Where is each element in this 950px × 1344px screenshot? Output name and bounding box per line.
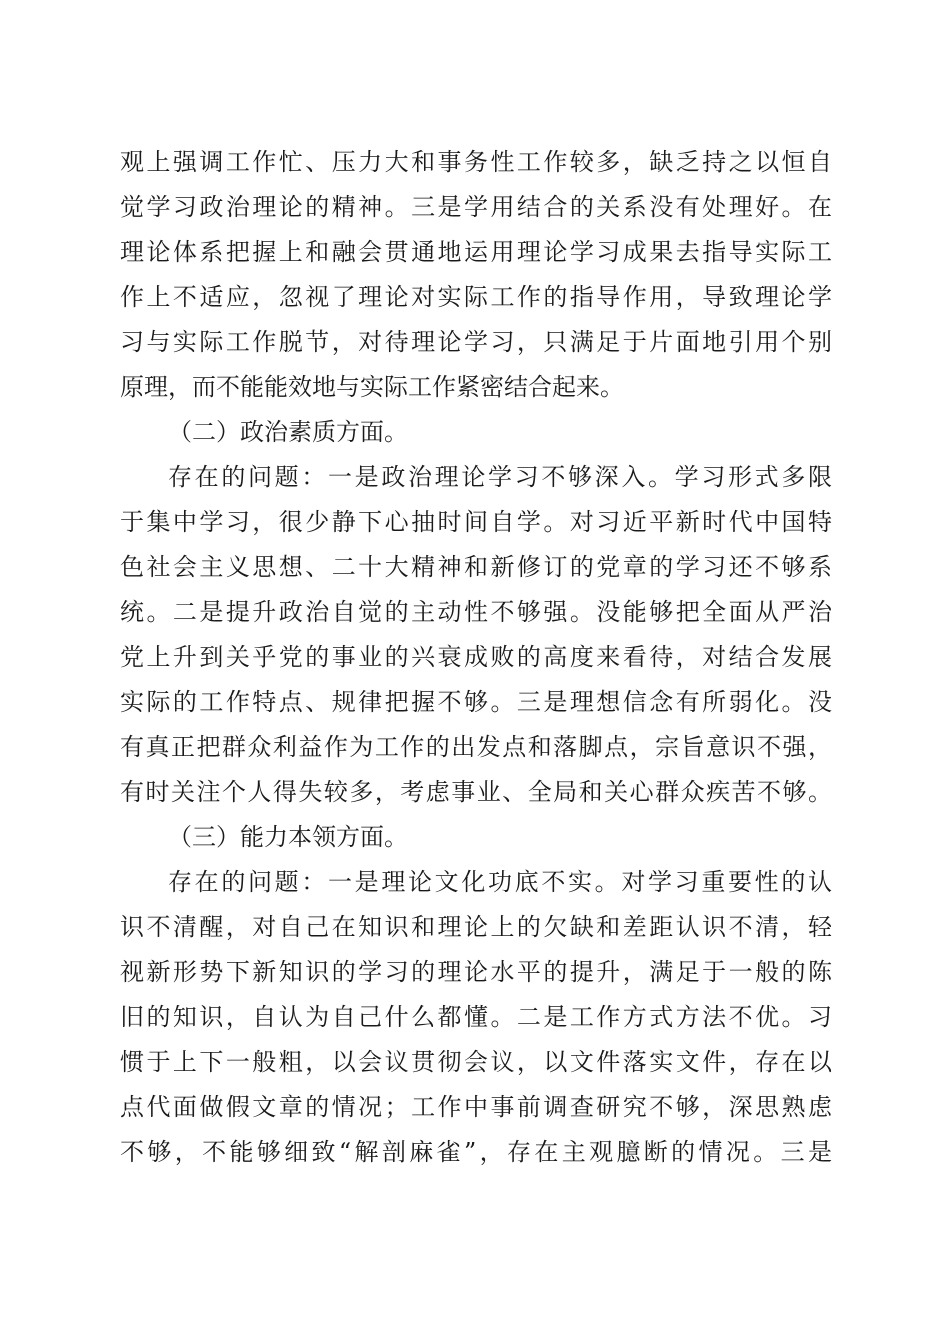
body-line: 色社会主义思想、二十大精神和新修订的党章的学习还不够系 (120, 553, 832, 581)
section-heading-ability: （三）能力本领方面。 (168, 823, 408, 851)
body-line: 视新形势下新知识的学习的理论水平的提升，满足于一般的陈 (120, 958, 832, 986)
body-line: 理论体系把握上和融会贯通地运用理论学习成果去指导实际工 (120, 238, 832, 266)
document-body (120, 140, 832, 1175)
body-line: 有时关注个人得失较多，考虑事业、全局和关心群众疾苦不够。 (120, 778, 832, 806)
body-line: 识不清醒，对自己在知识和理论上的欠缺和差距认识不清，轻 (120, 913, 832, 941)
body-line: 有真正把群众利益作为工作的出发点和落脚点，宗旨意识不强， (120, 733, 832, 761)
body-line: 存在的问题：一是政治理论学习不够深入。学习形式多限 (168, 463, 832, 491)
body-line: 观上强调工作忙、压力大和事务性工作较多，缺乏持之以恒自 (120, 148, 832, 176)
body-line: 觉学习政治理论的精神。三是学用结合的关系没有处理好。在 (120, 193, 832, 221)
body-line: 统。二是提升政治自觉的主动性不够强。没能够把全面从严治 (120, 598, 832, 626)
body-line: 党上升到关乎党的事业的兴衰成败的高度来看待，对结合发展 (120, 643, 832, 671)
body-line: 不够，不能够细致“解剖麻雀”，存在主观臆断的情况。三是 (120, 1138, 832, 1166)
body-line: 点代面做假文章的情况；工作中事前调查研究不够，深思熟虑 (120, 1093, 832, 1121)
body-line: 原理，而不能能效地与实际工作紧密结合起来。 (120, 373, 624, 401)
body-line: 旧的知识，自认为自己什么都懂。二是工作方式方法不优。习 (120, 1003, 832, 1031)
body-line: 惯于上下一般粗，以会议贯彻会议，以文件落实文件，存在以 (120, 1048, 832, 1076)
body-line: 习与实际工作脱节，对待理论学习，只满足于片面地引用个别 (120, 328, 832, 356)
body-line: 实际的工作特点、规律把握不够。三是理想信念有所弱化。没 (120, 688, 832, 716)
body-line: 作上不适应，忽视了理论对实际工作的指导作用，导致理论学 (120, 283, 832, 311)
body-line: 于集中学习，很少静下心抽时间自学。对习近平新时代中国特 (120, 508, 832, 536)
body-line: 存在的问题：一是理论文化功底不实。对学习重要性的认 (168, 868, 832, 896)
section-heading-political-quality: （二）政治素质方面。 (168, 418, 408, 446)
